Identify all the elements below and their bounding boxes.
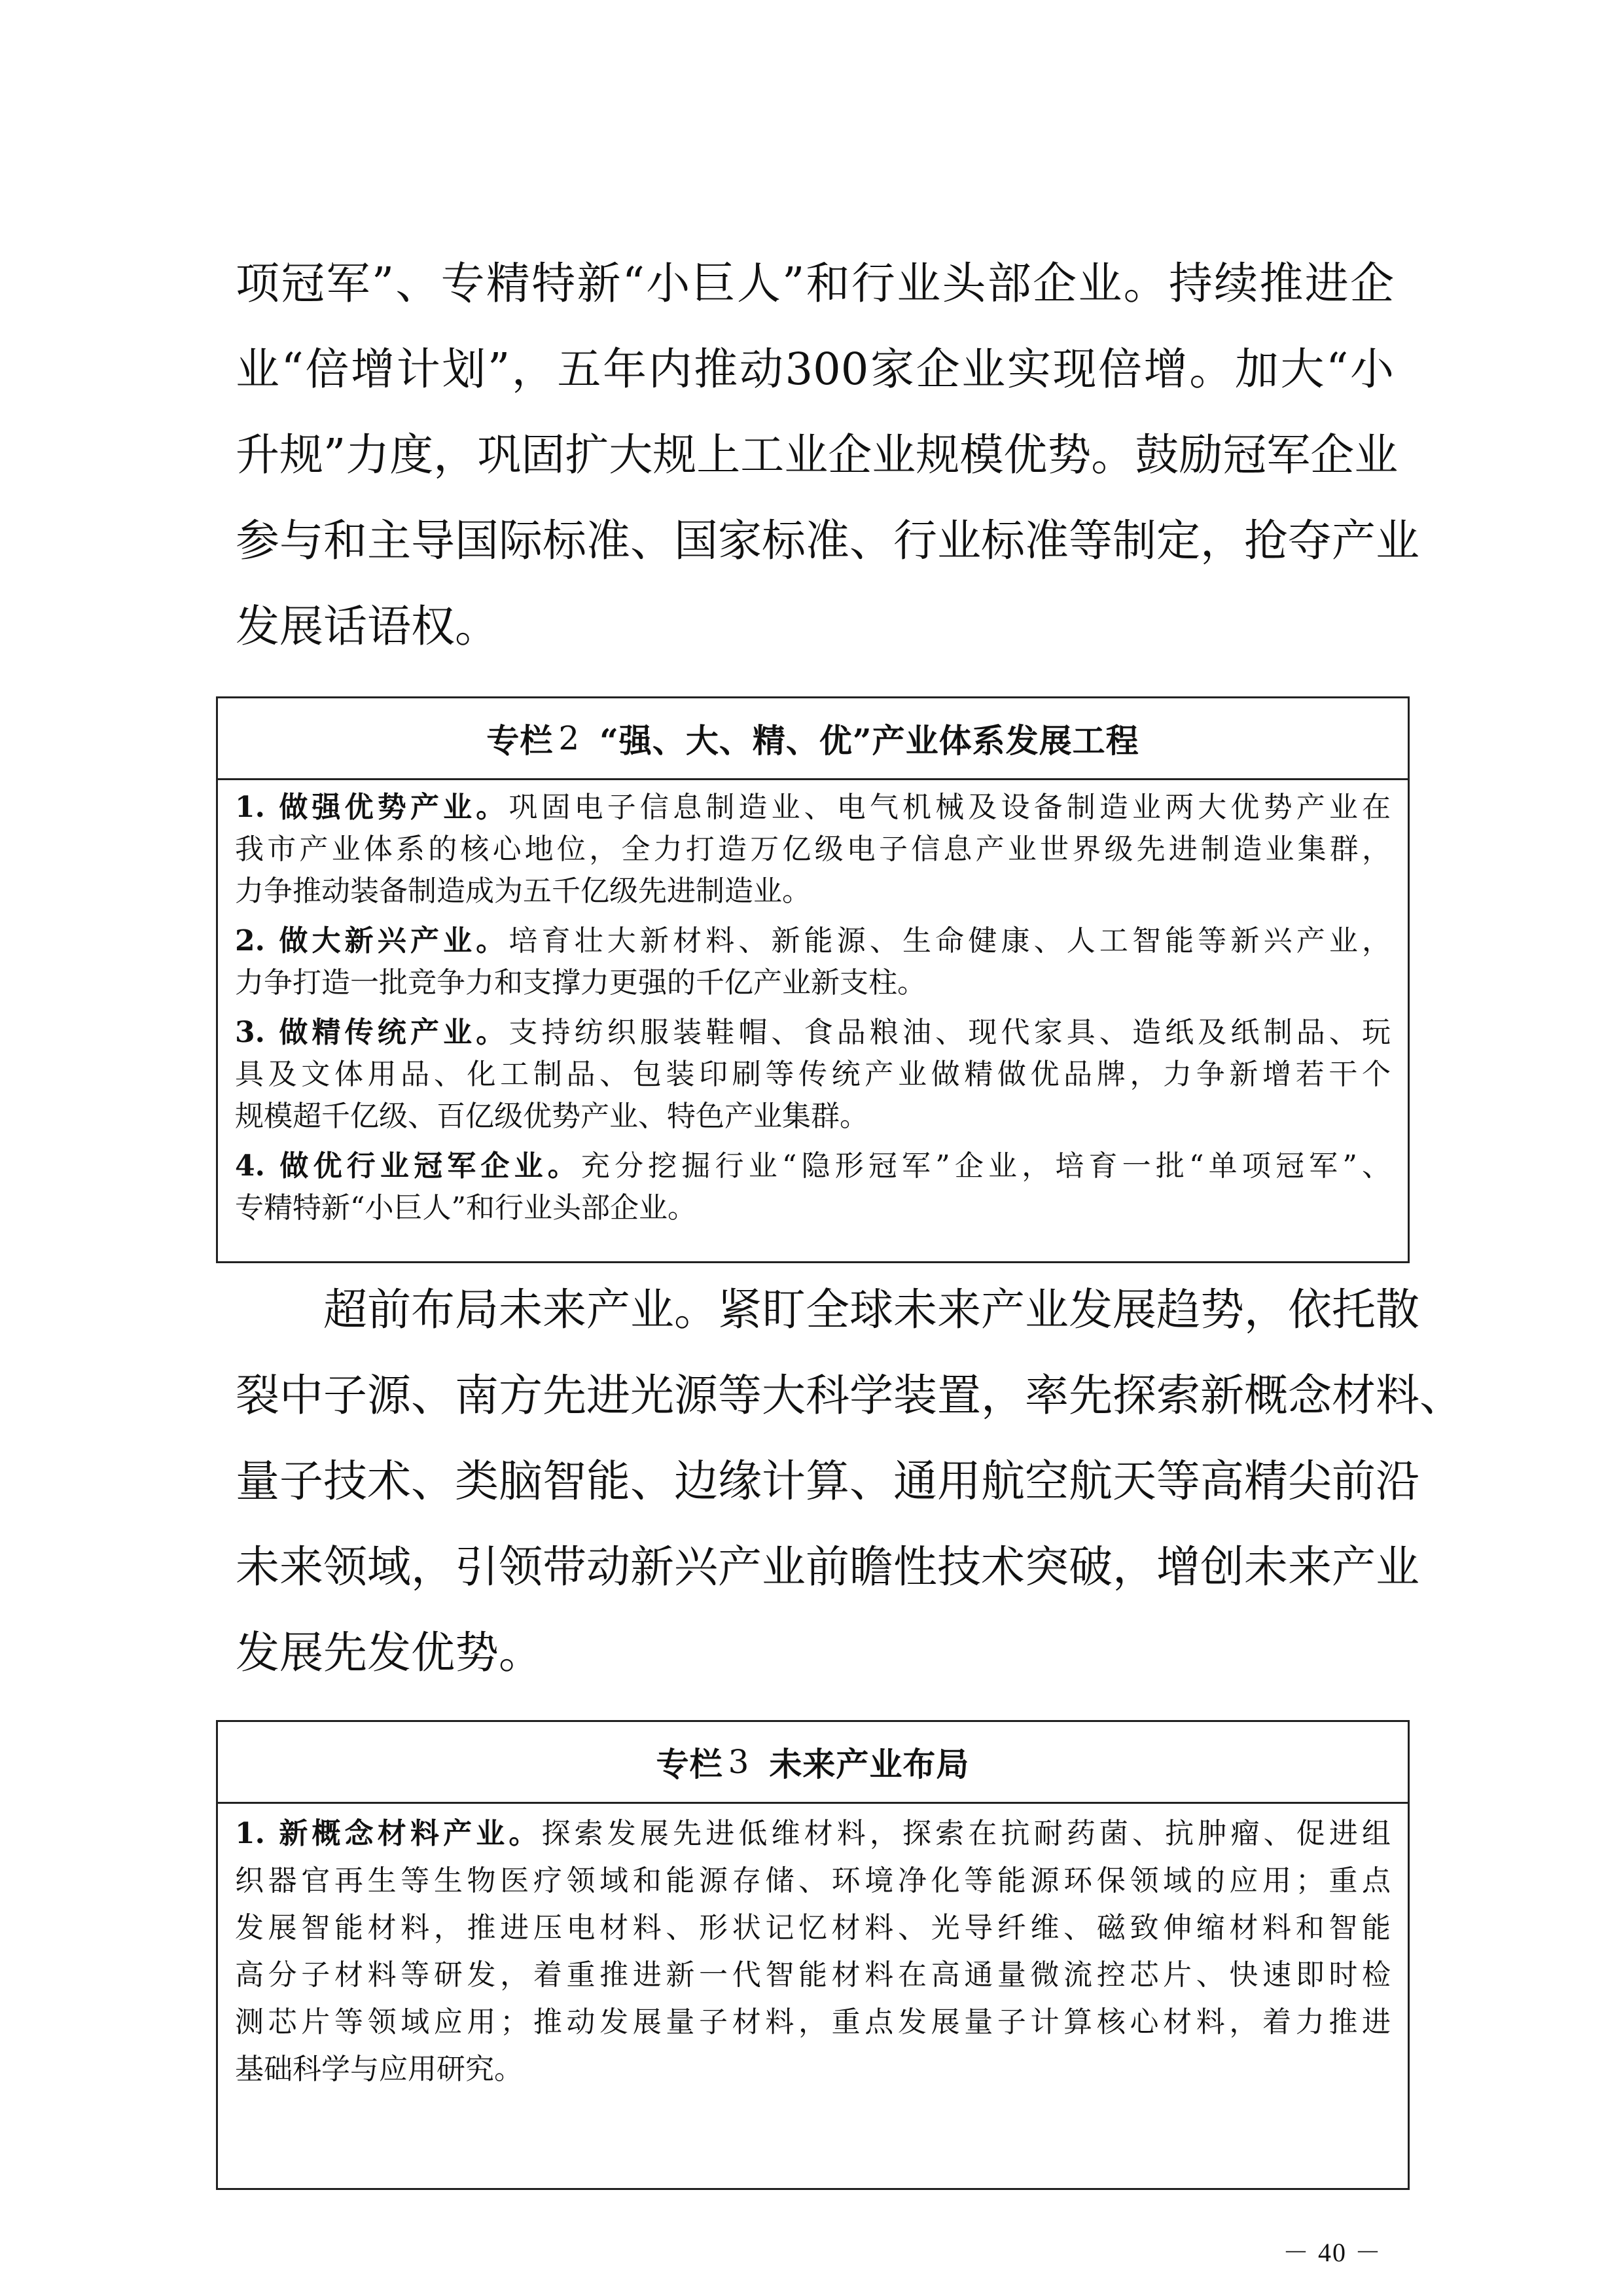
- item-head: 2. 做大新兴产业。: [235, 924, 509, 958]
- item-head: 1. 做强优势产业。: [235, 791, 509, 824]
- body-paragraph-1: [236, 241, 1419, 670]
- paragraph-line: 裂中子源、南方先进光源等大科学装置，率先探索新概念材料、: [236, 1370, 1463, 1421]
- item-line: [235, 920, 1391, 962]
- paragraph-line: 未来领域，引领带动新兴产业前瞻性技术突破，增创未来产业: [236, 1541, 1419, 1592]
- item-line: 专精特新“小巨人”和行业头部企业。: [235, 1191, 696, 1225]
- box-heading: 未来产业布局: [769, 1745, 970, 1784]
- item-line: 力争推动装备制造成为五千亿级先进制造业。: [235, 874, 811, 908]
- box-item: [235, 1012, 1391, 1138]
- item-line: 规模超千亿级、百亿级优势产业、特色产业集群。: [235, 1100, 868, 1133]
- item-line: 基础科学与应用研究。: [235, 2053, 523, 2086]
- item-head: 1. 新概念材料产业。: [235, 1817, 542, 1850]
- box-number: 2: [558, 719, 580, 757]
- box-body: [218, 780, 1408, 1229]
- item-line: [235, 1012, 1391, 1054]
- item-head: 4. 做优行业冠军企业。: [235, 1149, 581, 1183]
- page-number: － 40 －: [1283, 2238, 1382, 2267]
- item-line: 织器官再生等生物医疗领域和能源存储、环境净化等能源环保领域的应用；重点: [235, 1864, 1391, 1897]
- item-line: 发展智能材料，推进压电材料、形状记忆材料、光导纤维、磁致伸缩材料和智能: [235, 1911, 1391, 1945]
- box-item: [235, 787, 1391, 912]
- item-line: [235, 1810, 1391, 1857]
- item-text: 充分挖掘行业“隐形冠军”企业，培育一批“单项冠军”、: [580, 1149, 1391, 1183]
- item-head: 3. 做精传统产业。: [235, 1016, 509, 1049]
- item-text: 支持纺织服装鞋帽、食品粮油、现代家具、造纸及纸制品、玩: [508, 1016, 1391, 1049]
- paragraph-line: 超前布局未来产业。紧盯全球未来产业发展趋势，依托散: [323, 1284, 1419, 1335]
- box-label: 专栏: [486, 721, 554, 760]
- body-paragraph-2: [236, 1267, 1463, 1696]
- box-heading: “强、大、精、优”产业体系发展工程: [599, 721, 1139, 760]
- item-text: 巩固电子信息制造业、电气机械及设备制造业两大优势产业在: [508, 791, 1391, 824]
- box-title: [218, 1722, 1408, 1804]
- box-item: [235, 1145, 1391, 1229]
- item-line: [235, 1145, 1391, 1187]
- box-title: [218, 698, 1408, 780]
- box-item: [235, 1810, 1391, 2093]
- paragraph-line: 参与和主导国际标准、国家标准、行业标准等制定，抢夺产业: [236, 515, 1419, 566]
- item-line: 测芯片等领域应用；推动发展量子材料，重点发展量子计算核心材料，着力推进: [235, 2005, 1391, 2039]
- paragraph-line: 业“倍增计划”，五年内推动300家企业实现倍增。加大“小: [236, 344, 1394, 395]
- feature-box-3: [216, 1720, 1410, 2190]
- item-line: 我市产业体系的核心地位，全力打造万亿级电子信息产业世界级先进制造业集群，: [235, 833, 1391, 866]
- feature-box-2: [216, 696, 1410, 1263]
- item-line: [235, 787, 1391, 829]
- item-text: 探索发展先进低维材料，探索在抗耐药菌、抗肿瘤、促进组: [541, 1817, 1391, 1850]
- paragraph-line: 发展话语权。: [236, 601, 499, 652]
- paragraph-line: 升规”力度，巩固扩大规上工业企业规模优势。鼓励冠军企业: [236, 429, 1399, 480]
- item-line: 具及文体用品、化工制品、包装印刷等传统产业做精做优品牌，力争新增若干个: [235, 1058, 1391, 1091]
- item-line: 高分子材料等研发，着重推进新一代智能材料在高通量微流控芯片、快速即时检: [235, 1958, 1391, 1992]
- paragraph-line: 量子技术、类脑智能、边缘计算、通用航空航天等高精尖前沿: [236, 1456, 1419, 1507]
- item-text: 培育壮大新材料、新能源、生命健康、人工智能等新兴产业，: [508, 924, 1391, 958]
- paragraph-line: 发展先发优势。: [236, 1627, 543, 1678]
- box-number: 3: [728, 1743, 750, 1781]
- box-body: [218, 1804, 1408, 2093]
- paragraph-line: 项冠军”、专精特新“小巨人”和行业头部企业。持续推进企: [236, 258, 1394, 309]
- box-item: [235, 920, 1391, 1004]
- item-line: 力争打造一批竞争力和支撑力更强的千亿产业新支柱。: [235, 966, 926, 999]
- box-label: 专栏: [656, 1745, 723, 1784]
